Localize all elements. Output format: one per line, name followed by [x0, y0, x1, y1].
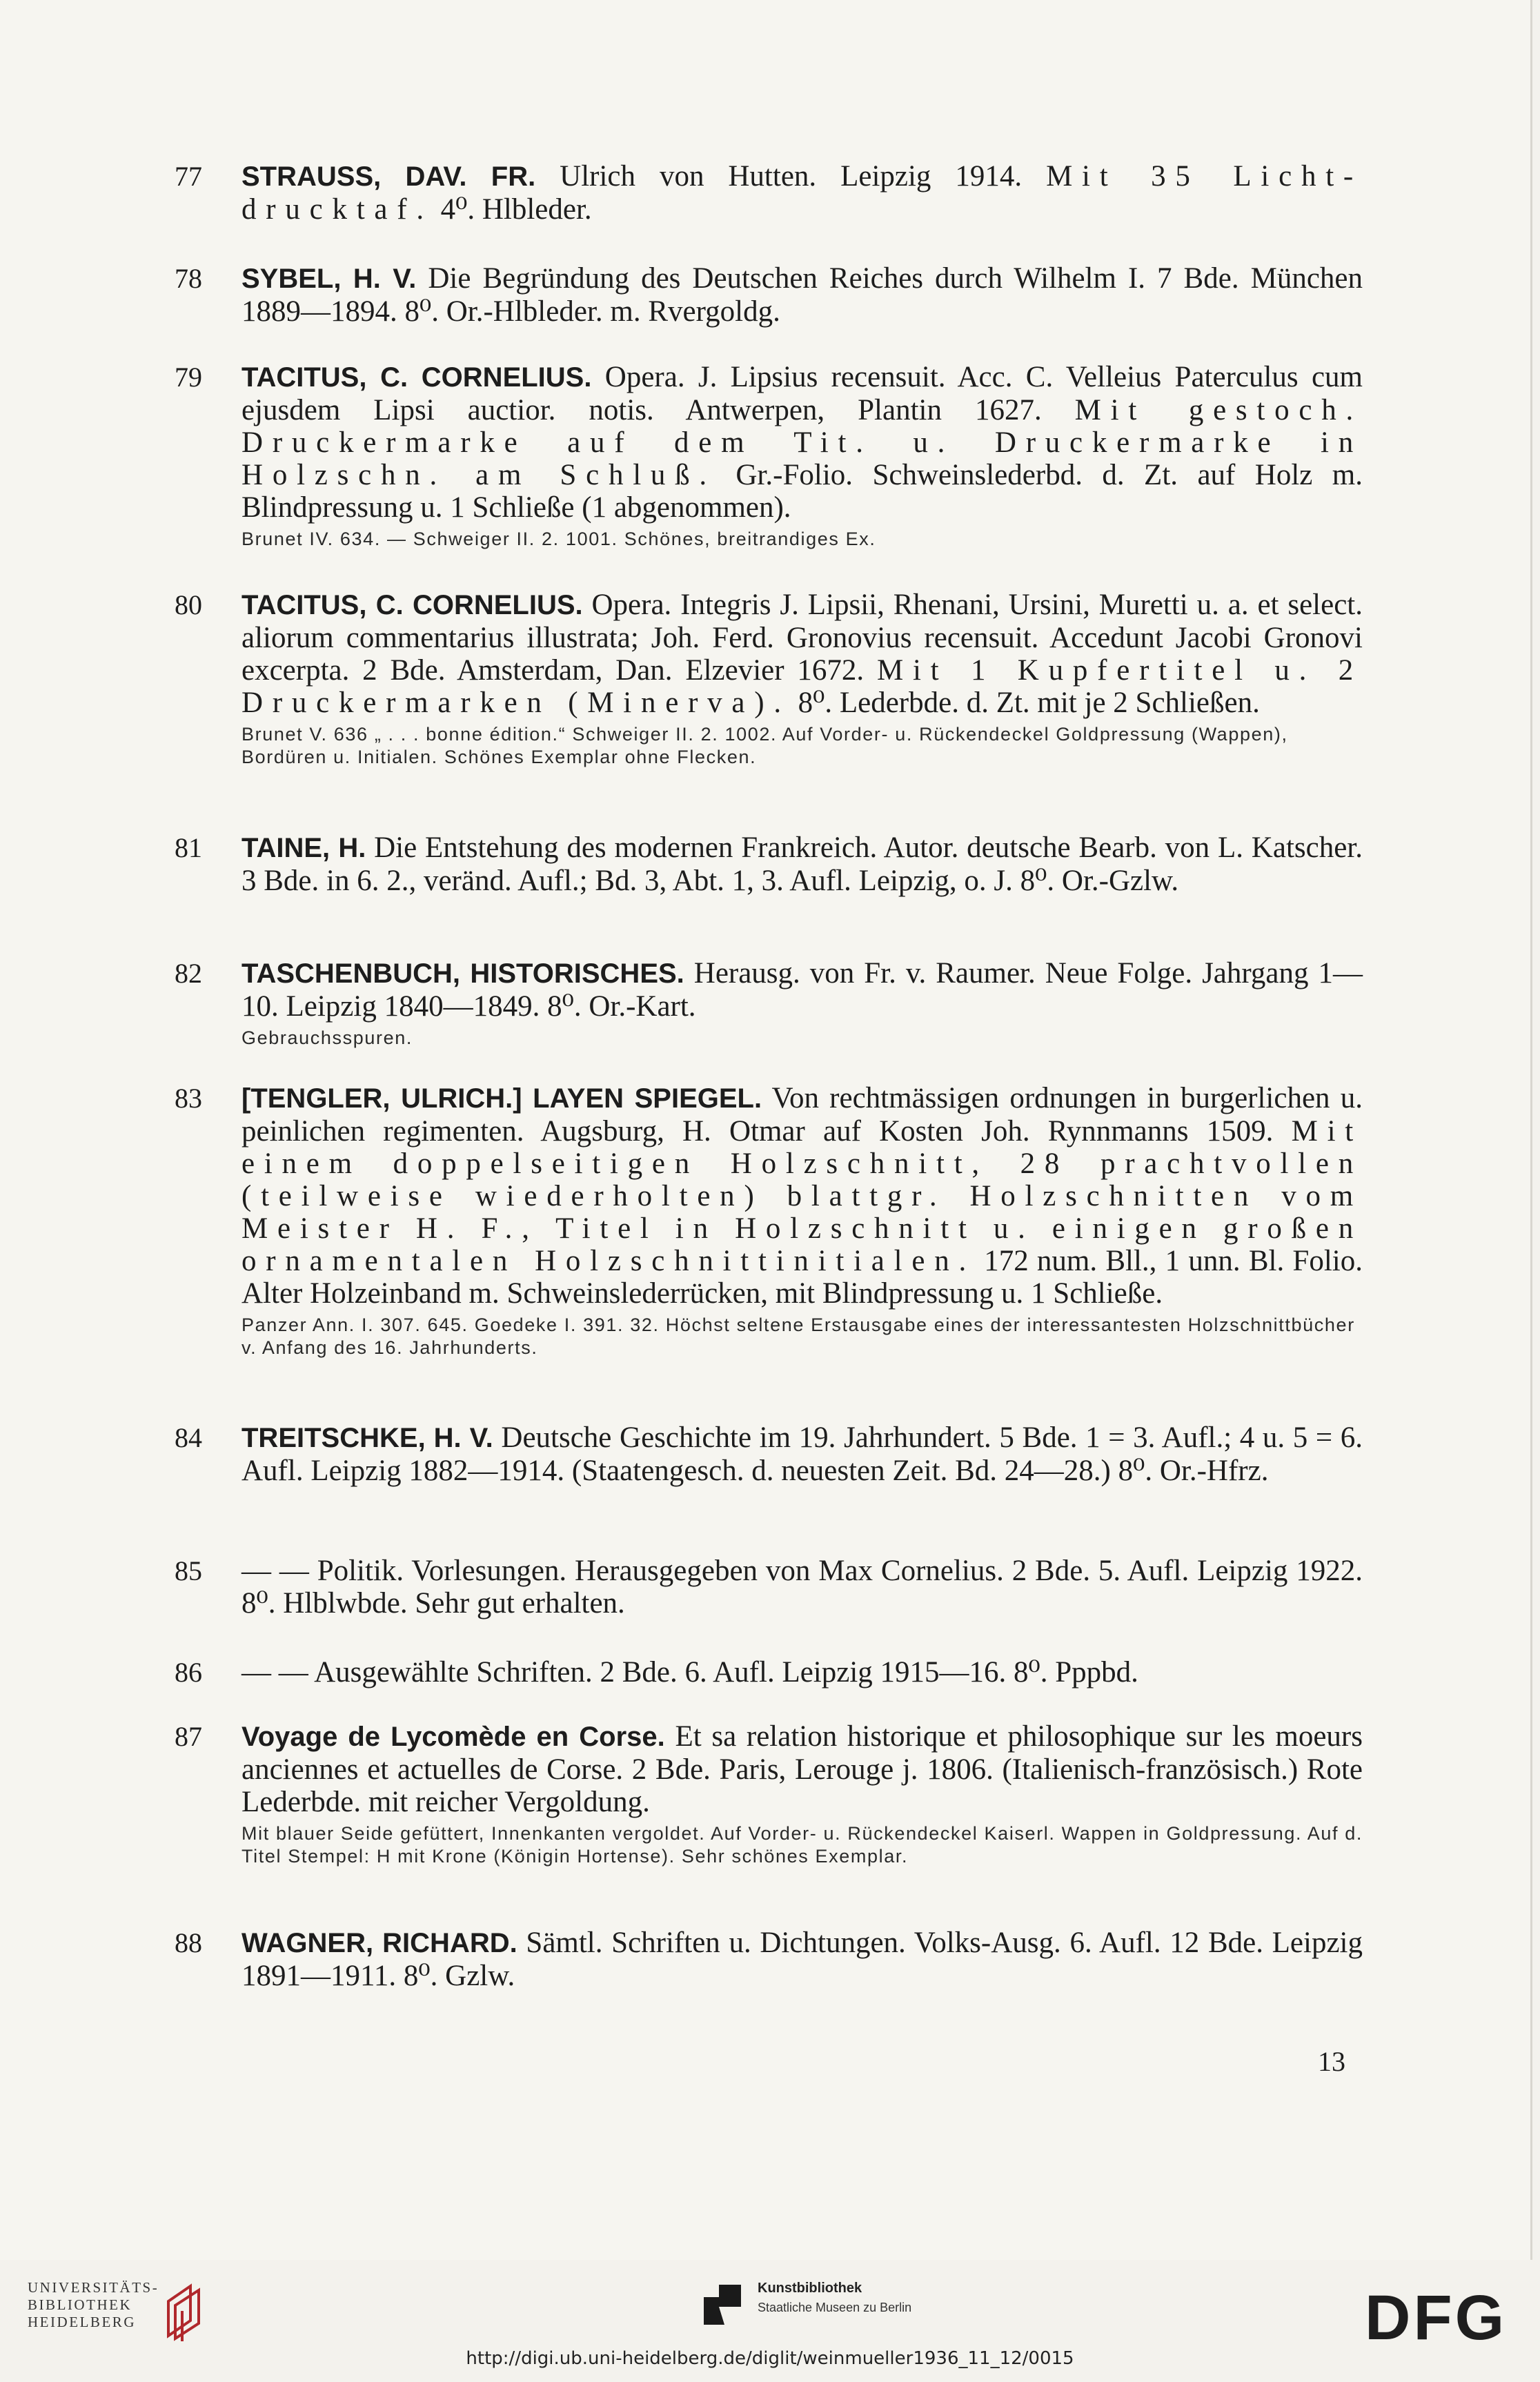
entry-text [241, 831, 1363, 897]
entry-text-run: — — Ausgewählte Schriften. 2 Bde. 6. Aufl. Leipzig 1915—16. 8⁰. Pppbd. [241, 1656, 1138, 1689]
entry-number: 84 [175, 1422, 202, 1453]
entry-text-run: 172 num. Bll., 1 unn. Bl. Folio. Alter Holzeinband m. Schweinslederrücken, mit Blindpressung u. 1 Schließe. [241, 1245, 1363, 1310]
entry-number: 82 [175, 958, 202, 989]
entry-text [241, 589, 1363, 719]
entry-text-run: Die Entstehung des modernen Frankreich. Autor. deutsche Bearb. von L. Katscher. 3 Bde. in 6. 2., veränd. Aufl.; Bd. 3, Abt. 1, 3. Aufl. Leipzig, o. J. 8⁰. Or.-Gzlw. [241, 831, 1363, 897]
entry-spaced-run: Mit einem doppelseitigen Holzschnitt, 28 prachtvollen (teilweise wiederholten) blattgr. Holzschnitten vom Meister H. F., Titel in Holzschnitt u. einigen großen ornamentalen Holzschnittinitialen. [241, 1115, 1363, 1277]
entry-number: 83 [175, 1083, 202, 1114]
ub-line: HEIDELBERG [28, 2314, 137, 2330]
entry-text-run: Opera. Integris J. Lipsii, Rhenani, Ursini, Muretti u. a. et select. aliorum commentarius illustrata; Joh. Ferd. Gronovius recensuit. Accedunt Jacobi Gronovi excerpta. 2 Bde. Amsterdam, Dan. Elzevier 1672. [241, 589, 1363, 687]
catalog-entry [176, 589, 1363, 769]
entry-spaced-run: Mit 1 Kupfertitel u. 2 Druckermarken (Minerva). [241, 654, 1363, 719]
university-library-logo [28, 2279, 207, 2355]
entry-heading: TREITSCHKE, H. V. [241, 1423, 493, 1453]
catalog-entry [176, 1555, 1363, 1620]
catalog-entry [176, 831, 1363, 897]
entry-number: 77 [175, 161, 202, 192]
entry-text [241, 361, 1363, 524]
entry-number: 80 [175, 589, 202, 620]
entry-heading: WAGNER, RICHARD. [241, 1928, 517, 1958]
catalog-entry [176, 262, 1363, 328]
entry-text-run: 4⁰. Hlbleder. [433, 193, 592, 226]
entry-text-run: Ulrich von Hutten. Leipzig 1914. [535, 160, 1047, 193]
kunstbibliothek-icon [704, 2285, 741, 2325]
entry-number: 78 [175, 263, 202, 294]
entry-text-run: Die Begründung des Deutschen Reiches durch Wilhelm I. 7 Bde. München 1889—1894. 8⁰. Or.-Hlbleder. m. Rvergoldg. [241, 262, 1363, 328]
catalog-entry [176, 1082, 1363, 1359]
ub-line: UNIVERSITÄTS- [28, 2279, 159, 2296]
entry-note: Brunet IV. 634. — Schweiger II. 2. 1001. Schönes, breitrandiges Ex. [241, 529, 876, 549]
entry-text-run: Et sa relation historique et philosophique sur les moeurs anciennes et actuelles de Corse. 2 Bde. Paris, Lerouge j. 1806. (Italienisch-französisch.) Rote Lederbde. mit reicher Vergoldung. [241, 1720, 1363, 1818]
entry-text [241, 957, 1363, 1023]
entry-text [241, 1555, 1363, 1620]
entry-text-run: Von rechtmässigen ordnungen in burgerlichen u. peinlichen regimenten. Augsburg, H. Otmar auf Kosten Joh. Rynnmanns 1509. [241, 1082, 1363, 1148]
catalog-entry [176, 957, 1363, 1050]
kunstbibliothek-name: Kunstbibliothek [758, 2281, 862, 2296]
entry-spaced-run: Mit gestoch. Druckermarke auf dem Tit. u. Druckermarke in Holzschn. am Schluß. [241, 394, 1363, 491]
kunstbibliothek-subtitle: Staatliche Museen zu Berlin [758, 2301, 912, 2314]
page-number: 13 [1318, 2046, 1345, 2077]
catalog-entry [176, 1720, 1363, 1868]
catalog-entry [176, 361, 1363, 551]
entry-note: Panzer Ann. I. 307. 645. Goedeke I. 391. 32. Höchst seltene Erstausgabe eines der interessantesten Holzschnittbücher v. Anfang des 16. Jahrhunderts. [241, 1315, 1355, 1358]
entry-text-run: 8⁰. Lederbde. d. Zt. mit je 2 Schließen. [790, 687, 1260, 719]
entry-number: 86 [175, 1657, 202, 1688]
entry-text [241, 1720, 1363, 1818]
entry-number: 88 [175, 1927, 202, 1958]
entry-text [241, 160, 1363, 226]
entry-number: 79 [175, 362, 202, 393]
entry-heading: TACITUS, C. CORNELIUS. [241, 590, 583, 620]
entry-text [241, 1082, 1363, 1310]
catalog-entry [176, 1927, 1363, 1992]
entry-text-run: Gr.-Folio. Schweinslederbd. d. Zt. auf Holz m. Blindpressung u. 1 Schließe (1 abgenommen). [241, 459, 1363, 524]
footer-bar [0, 2260, 1540, 2382]
entry-text-run: Herausg. von Fr. v. Raumer. Neue Folge. Jahrgang 1—10. Leipzig 1840—1849. 8⁰. Or.-Kart. [241, 957, 1363, 1023]
entry-note: Mit blauer Seide gefüttert, Innenkanten vergoldet. Auf Vorder- u. Rückendeckel Kaiserl. Wappen in Goldpressung. Auf d. Titel Stempel: H mit Krone (Königin Hortense). Sehr schönes Exemplar. [241, 1823, 1363, 1867]
entry-number: 81 [175, 832, 202, 863]
entry-text [241, 1421, 1363, 1487]
entry-heading: [TENGLER, ULRICH.] LAYEN SPIEGEL. [241, 1083, 762, 1114]
entry-note: Brunet V. 636 „ . . . bonne édition.“ Schweiger II. 2. 1002. Auf Vorder- u. Rückendeckel Goldpressung (Wappen), Bordüren u. Initialen. Schönes Exemplar ohne Flecken. [241, 724, 1288, 767]
entry-spaced-run: Mit 35 Licht-drucktaf. [241, 160, 1363, 226]
entry-text-run: Opera. J. Lipsius recensuit. Acc. C. Velleius Paterculus cum ejusdem Lipsi auctior. notis. Antwerpen, Plantin 1627. [241, 361, 1363, 426]
source-url-link[interactable]: http://digi.ub.uni-heidelberg.de/diglit/weinmueller1936_11_12/0015 [466, 2348, 1074, 2369]
entry-heading: TAINE, H. [241, 833, 366, 863]
entry-heading: STRAUSS, DAV. FR. [241, 161, 536, 192]
dfg-logo: DFG [1365, 2283, 1508, 2353]
entry-text-run: — — Politik. Vorlesungen. Herausgegeben von Max Cornelius. 2 Bde. 5. Aufl. Leipzig 1922. 8⁰. Hlblwbde. Sehr gut erhalten. [241, 1555, 1363, 1620]
entry-text-run: Deutsche Geschichte im 19. Jahrhundert. 5 Bde. 1 = 3. Aufl.; 4 u. 5 = 6. Aufl. Leipzig 1882—1914. (Staatengesch. d. neuesten Zeit. Bd. 24—28.) 8⁰. Or.-Hfrz. [241, 1421, 1363, 1487]
catalog-entry [176, 1421, 1363, 1487]
entry-text-run: Sämtl. Schriften u. Dichtungen. Volks-Ausg. 6. Aufl. 12 Bde. Leipzig 1891—1911. 8⁰. Gzlw. [241, 1927, 1363, 1992]
entry-text [241, 1656, 1363, 1689]
ub-mark-icon [163, 2281, 211, 2343]
catalog-entry [176, 1656, 1363, 1689]
entry-heading: SYBEL, H. V. [241, 264, 417, 294]
entry-number: 87 [175, 1721, 202, 1752]
ub-line: BIBLIOTHEK [28, 2296, 132, 2313]
entry-heading: TACITUS, C. CORNELIUS. [241, 362, 592, 393]
entry-text [241, 1927, 1363, 1992]
entry-number: 85 [175, 1555, 202, 1586]
entry-text [241, 262, 1363, 328]
entry-heading: TASCHENBUCH, HISTORISCHES. [241, 958, 684, 989]
entry-heading: Voyage de Lycomède en Corse. [241, 1722, 665, 1752]
catalog-entry [176, 160, 1363, 226]
entry-note: Gebrauchsspuren. [241, 1027, 413, 1048]
